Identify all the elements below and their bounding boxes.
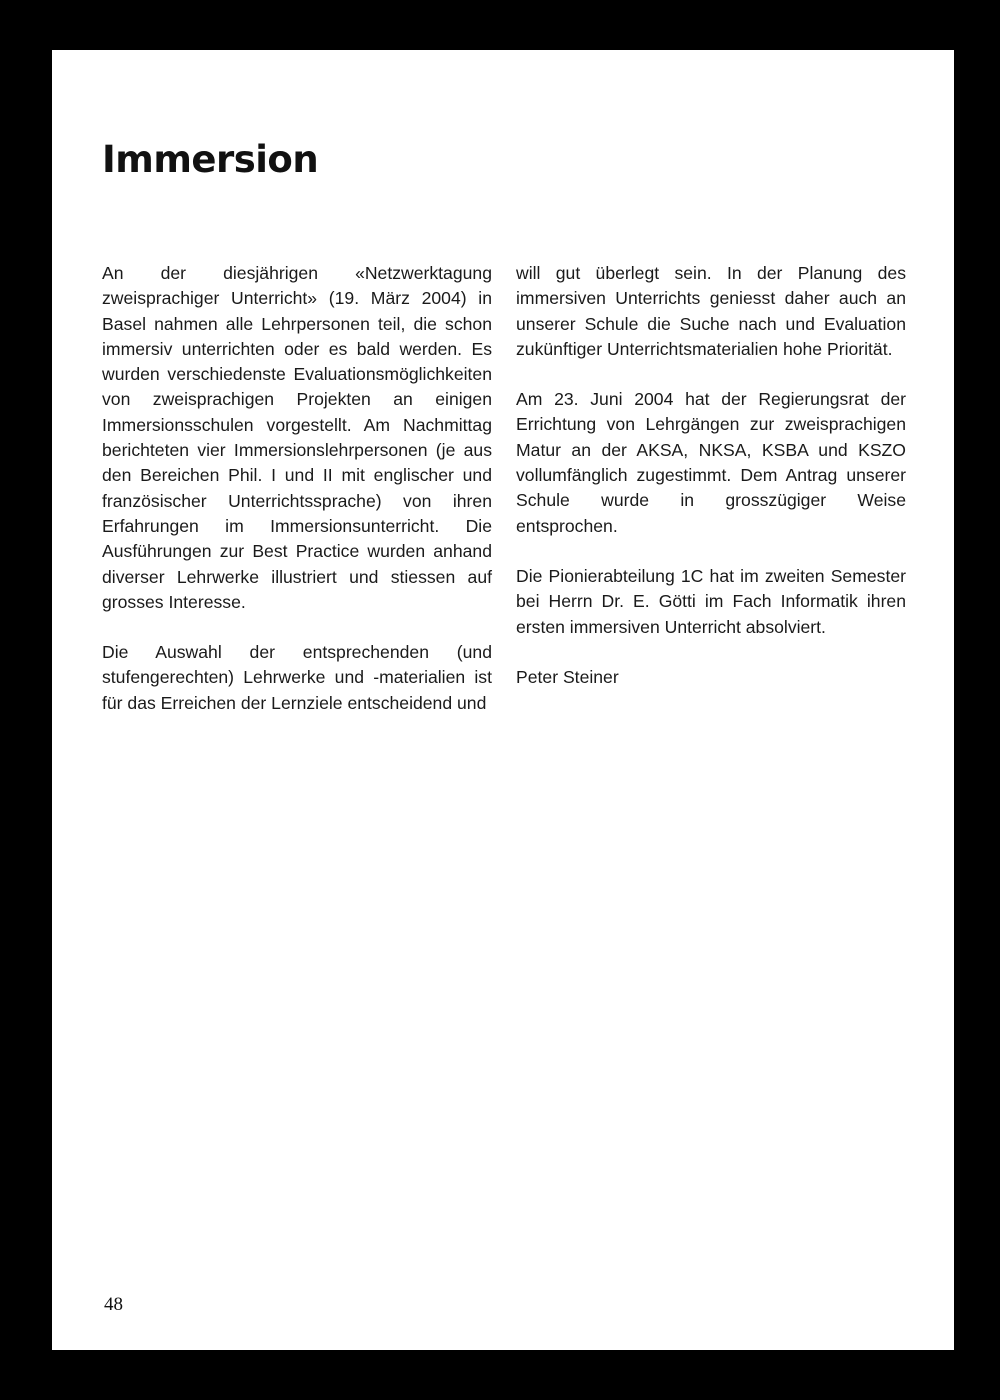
document-page (52, 50, 954, 1350)
right-column (516, 261, 906, 715)
paragraph: Die Auswahl der entsprechenden (und stufengerechten) Lehrwerke und -materialien ist für das Erreichen der Lernziele entscheidend und (102, 642, 492, 713)
author-signature: Peter Steiner (516, 666, 619, 687)
page-title: Immersion (102, 138, 319, 181)
page-number: 48 (104, 1294, 123, 1315)
left-column (102, 261, 492, 741)
paragraph: Die Pionierabteilung 1C hat im zweiten Semester bei Herrn Dr. E. Götti im Fach Informatik ihren ersten immersiven Unterricht absolviert. (516, 565, 906, 637)
paragraph: Am 23. Juni 2004 hat der Regierungsrat der Errichtung von Lehrgängen zur zweisprachigen Matur an der AKSA, NKSA, KSBA und KSZO vollumfänglich zugestimmt. Dem Antrag unserer Schule wurde in grosszügiger Weise entsprochen. (516, 389, 906, 536)
paragraph: An der diesjährigen «Netzwerktagung zweisprachiger Unterricht» (19. März 2004) in Basel nahmen alle Lehrpersonen teil, die schon immersiv unterrichten oder es bald werden. Es wurden verschiedenste Evaluationsmöglichkeiten von zweisprachigen Projekten an einigen Immersionsschulen vorgestellt. Am Nachmittag berichteten vier Immersionslehrpersonen (je aus den Bereichen Phil. I und II mit englischer und französischer Unterrichtssprache) von ihren Erfahrungen im Immersionsunterricht. Die Ausführungen zur Best Practice wurden anhand diverser Lehrwerke illustriert und stiessen auf grosses Interesse. (102, 263, 492, 612)
paragraph: will gut überlegt sein. In der Planung des immersiven Unterrichts geniesst daher auch an unserer Schule die Suche nach und Evaluation zukünftiger Unterrichtsmaterialien hohe Priorität. (516, 263, 906, 359)
